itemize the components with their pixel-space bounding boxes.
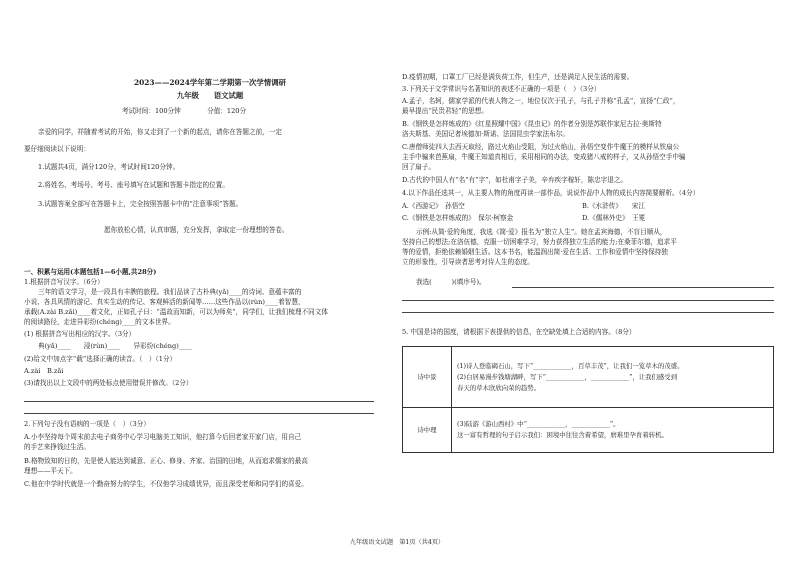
notice-greeting: 亲爱的同学，祥随着考试的开始，你又走到了一个新的起点，请你在答题之前，一定 xyxy=(38,128,282,136)
q4-option-a: A.《西游记》 孙悟空 xyxy=(402,202,465,210)
exam-title: 2023——2024学年第二学期第一次学情调研 xyxy=(133,78,286,87)
poem-line: 春天的草木欣欣向荣的趋势。 xyxy=(457,383,541,392)
poem-line: 这一富有哲理的句子启示我们：困境中往往含着希望，磨难里孕育着转机。 xyxy=(457,431,668,439)
q2-option-c: C.他在中学时代就是一个勤奋努力的学生，不仅他学习成绩优异，而且深受老师和同学们的喜爱。 xyxy=(24,480,308,488)
q2-option-a-cont: 的手艺来挣钱过生活。 xyxy=(24,443,90,451)
q1-sub3: (3)请找出以上文段中的两处标点使用错误并修改。（2分） xyxy=(24,379,193,387)
exam-subtitle: 九年级 语文试题 xyxy=(176,91,244,100)
q4-option-d: D.《儒林外史》 王冕 xyxy=(582,214,646,222)
q4-example: 立的形象性，引导读者思考对待人生的态度。 xyxy=(402,258,534,266)
q1-sub1-answer[interactable]: 典(yǎ)____ 浸(rùn)____ 异彩纷(chéng)____ xyxy=(38,342,192,350)
q2-option-b: B.格物致知的日的，先是使人能达到诚意、正心、修身、齐家、治国的田地，从而追求儒家的最高 xyxy=(24,457,308,465)
q5-stem: 5. 中国是诗的国度，请根据下表提供的信息，在空缺处填上合适的内容。（8分） xyxy=(402,328,636,336)
q1-sub1: (1) 根据拼音写出相应的汉字。（3分） xyxy=(24,330,136,338)
q3-option-c-cont: 主手中骗来芭蕉扇，牛魔王知道真相后，采用相同的办法，变成猪八戒的样子，又从孙悟空手中骗 xyxy=(402,153,686,161)
q4-example: 示例:从简·爱的角度，我选《简·爱》报名为“独立人生”。她在孟宾海德，不盲目顺从， xyxy=(416,228,667,236)
table-row xyxy=(403,347,774,408)
q4-example: 坚持自己的想法;在洛伍德，克服一切困难学习，努力获得独立生活的能力;在桑菲尔德，追求平 xyxy=(402,238,677,246)
q3-option-c-cont: 回了扇子。 xyxy=(402,163,435,171)
row-content-scenery[interactable] xyxy=(452,347,774,408)
q4-example: 等的爱情，拒绝依赖婚姻生活。这本书名，能温润出简·爱在生活、工作和爱情中坚持保持独 xyxy=(402,248,668,256)
poem-table xyxy=(402,346,774,453)
q3-option-b: B.《钢铁是怎样炼成的》《红星照耀中国》《昆虫记》的作者分别是苏联作家尼古拉·奥斯特 xyxy=(402,120,662,128)
page-footer: 九年级语文试题 第1页（共4页） xyxy=(349,539,445,546)
q2-option-b-cont: 理想——平天下。 xyxy=(24,467,77,475)
exam-info: 考试时间：100分钟 分值：120分 xyxy=(122,107,247,115)
q2-option-a: A.小李坚持每个周末前去电子商务中心学习电脑美工知识，他打算今后回老家开家门店，用自己 xyxy=(24,433,302,441)
q3-option-b-cont: 洛夫斯基、美国记者埃德加·斯诺、法国昆虫学家法布尔。 xyxy=(402,130,569,138)
poem-line: (2)白居易漫步钱塘湖畔，写下“____________，____________”，让我们感受到 xyxy=(457,372,678,381)
q1-passage-line: 承载(A.zài B.zǎi)____着文化，正如孔子曰：“温故而知新，可以为师矣”，同学们，让我们梳理不同文体 xyxy=(24,308,328,316)
q1-passage-line: 小说、各具风情的游记、真实生动的传记、客观鲜活的新闻等……这些作品以(rùn)____着智慧， xyxy=(24,298,305,306)
q1-sub2-options: A.zài B.zǎi xyxy=(24,367,64,375)
row-content-reason[interactable] xyxy=(452,408,774,453)
notice-line2: 要仔细阅读以下说明： xyxy=(24,145,90,153)
answer-line[interactable] xyxy=(24,401,374,402)
q4-stem: 4.以下作品任选其一，从主要人物的角度再读一部作品，说说作品中人物的成长内容简要解析。（4分） xyxy=(402,189,700,197)
q4-choice[interactable]: 我选( )(填序号)。 xyxy=(416,278,486,286)
row-label-scenery: 诗中景 xyxy=(403,347,452,408)
q3-option-a: A.孟子，名轲，儒家学派的代表人物之一，地位仅次于孔子，与孔子并称“孔孟”，宣扬“仁政”， xyxy=(402,97,680,105)
q3-option-c: C.唐僧师徒四人去西天取经，路过火焰山受阻，为过火焰山，孙悟空变作牛魔王的模样从铁扇公 xyxy=(402,143,680,151)
answer-line[interactable] xyxy=(402,300,774,301)
poem-line: (3)陆游《游山西村》中“____________，____________”。 xyxy=(457,420,620,428)
q2-stem: 2.下列句子没有语病的一项是（ ）（3分） xyxy=(24,420,150,428)
q1-passage-line: 三年的语文学习，是一段具有丰腴的旅程。我们品读了古朴典(yǎ)____的诗词、意蕴丰富的 xyxy=(38,288,302,296)
answer-line[interactable] xyxy=(512,287,774,288)
poem-line: (1)诗人登临碣石山，写下“____________，百草丰茂”，让我们一览草木的茂盛。 xyxy=(457,361,684,370)
q1-passage-line: 的阅读路径，走进异彩纷(chéng)____的文本世界。 xyxy=(24,318,175,326)
q4-option-b: B.《水浒传》 宋江 xyxy=(582,202,645,210)
notice-item-2: 2.将姓名、考场号、考号、座号填写在试题和答题卡指定的位置。 xyxy=(38,181,229,189)
notice-item-3: 3.试题答案全部写在答题卡上，完全按照答题卡中的“注意事项”答题。 xyxy=(38,200,243,208)
notice-blessing: 愿你放松心情，认真审题，充分发挥，拿取定一份理想的答卷。 xyxy=(104,226,289,234)
row-label-reason: 诗中理 xyxy=(403,408,452,453)
q3-option-d: D.古代的中国人有“名”有“字”，如杜甫字子美，辛弃疾字稼轩，陈忠字退之。 xyxy=(402,176,628,184)
q3-stem: 3.下列关于文学常识与名著知识的表述不正确的一项是（ ）（3分） xyxy=(402,85,601,93)
notice-item-1: 1.试题共4页，满分120分，考试时间120分钟。 xyxy=(38,163,180,171)
answer-line[interactable] xyxy=(402,312,774,313)
table-row xyxy=(403,408,774,453)
q3-option-a-cont: 最早提出“民贵君轻”的思想。 xyxy=(402,107,488,115)
q4-option-c: C.《钢铁是怎样炼成的》 保尔·柯察金 xyxy=(402,214,514,222)
answer-line[interactable] xyxy=(24,413,374,414)
q2-option-d: D.疫情初期，口罩工厂已经是满负荷工作，但生产，还是满足人民生活的需要。 xyxy=(402,73,634,81)
q1-stem: 1.根据拼音写汉字。（6分） xyxy=(24,278,104,286)
q1-sub2: (2)给文中加点字“载”选择正确的读音。（ ）（1分） xyxy=(24,355,177,363)
section-heading: 一、积累与运用(本题包括1—6小题,共28分) xyxy=(24,268,157,276)
